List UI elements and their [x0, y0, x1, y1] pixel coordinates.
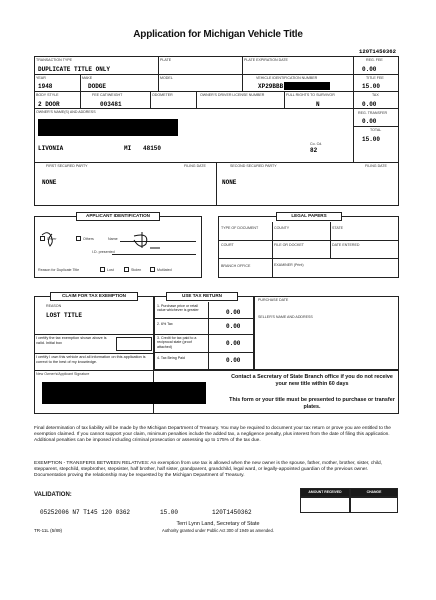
exemption-reason-value: LOST TITLE [46, 312, 83, 319]
total-value: 15.00 [362, 136, 381, 143]
initial-box[interactable] [116, 337, 152, 351]
tax-line4-value: 0.00 [226, 357, 241, 364]
transaction-type-label: TRANSACTION TYPE [36, 58, 73, 62]
tax-line2-value: 0.00 [226, 323, 241, 330]
validation-amount: 15.00 [160, 509, 179, 516]
type-document-label: TYPE OF DOCUMENT [221, 226, 259, 230]
tax-line4-label: 4. Tax Being Paid [157, 356, 185, 360]
seller-label: SELLER'S NAME AND ADDRESS [258, 315, 313, 319]
first-secured-label: FIRST SECURED PARTY [46, 164, 88, 168]
second-filing-label: FILING DATE [365, 164, 387, 168]
total-label: TOTAL [370, 128, 382, 132]
fee-cat-value: 003481 [100, 101, 122, 108]
owner-city: LIVONIA [38, 145, 64, 152]
reason-duplicate-label: Reason for Duplicate Title [38, 268, 80, 272]
use-tax-title: USE TAX RETURN [182, 293, 222, 298]
owner-label: OWNER'S NAME(S) AND ADDRESS [36, 110, 96, 114]
tax-line2-label: 2. 6% Tax [157, 322, 173, 326]
form-title: Application for Michigan Vehicle Title [133, 29, 303, 40]
reg-transfer-label: REG. TRANSFER [358, 111, 388, 115]
body-style-label: BODY STYLE [36, 93, 59, 97]
title-fee-value: 15.00 [362, 83, 381, 90]
stolen-checkbox[interactable] [124, 267, 129, 272]
change-field[interactable] [350, 497, 398, 513]
id-presented-label: I.D. presented [92, 250, 115, 254]
vin-label: VEHICLE IDENTIFICATION NUMBER [256, 76, 318, 80]
amount-received-label: AMOUNT RECEIVED [308, 490, 342, 494]
owner-zip: 48150 [143, 145, 162, 152]
fee-cat-label: FEE CAT/WEIGHT [92, 93, 123, 97]
tax-value: 0.00 [362, 101, 377, 108]
license-label: OWNER'S DRIVER LICENSE NUMBER [200, 93, 265, 97]
owner-state: MI [124, 145, 132, 152]
validation-label: VALIDATION: [34, 492, 72, 498]
plate-label: PLATE [160, 58, 172, 62]
make-label: MAKE [82, 76, 93, 80]
applicant-id-title: APPLICANT IDENTIFICATION [86, 213, 150, 218]
mutilated-checkbox[interactable] [150, 267, 155, 272]
first-secured-value: NONE [42, 179, 57, 186]
tax-exemption-title: CLAIM FOR TAX EXEMPTION [62, 293, 126, 298]
exemption-reason-label: REASON [46, 304, 62, 308]
reg-fee-value: 0.00 [362, 66, 377, 73]
purchase-box [254, 296, 399, 370]
court-label: COURT [221, 243, 234, 247]
examiner-label: EXAMINER (Print) [274, 263, 304, 267]
determination-text: Final determination of tax liability will be made by the Michigan Department of Treasury. You may be required to document your tax return or prove you are entitled to the exemption claimed. If you cannot support your claim, minimum penalties include the added tax, a negligence penalty, plus interest from the date of filing this application. Additional penalties can be imposed including criminal prosecution or assessing up to 175% of the tax due. [34, 426, 391, 443]
purchase-date-label: PURCHASE DATE [258, 298, 289, 302]
vin-value: XP29BBB [258, 83, 284, 90]
form-id: TR-11L (5/89) [34, 528, 63, 533]
validation-line: 05252006 N7 T145 120 0362 [40, 509, 131, 516]
county-code-label: Co. Cd. [310, 142, 323, 146]
owner-name-redaction [38, 119, 178, 136]
name-label: Name [108, 237, 118, 241]
present-notice: This form or your title must be presented to purchase or transfer plates. [229, 397, 395, 410]
survivor-value: N [316, 101, 320, 108]
others-label: Others [83, 237, 94, 241]
driver-label: Driver [47, 237, 57, 241]
signature-label: New Owner's/Applicant Signature [36, 372, 90, 376]
reg-fee-label: REG. FEE [366, 58, 383, 62]
branch-office-label: BRANCH OFFICE [221, 264, 251, 268]
county-code-value: 82 [310, 147, 318, 154]
vin-redaction [284, 82, 330, 90]
validation-control: 120T1450362 [212, 509, 252, 516]
secretary-name: Terri Lynn Land, Secretary of State [176, 521, 260, 527]
body-style-value: 2 DOOR [38, 101, 60, 108]
transaction-type-value: DUPLICATE TITLE ONLY [38, 66, 111, 73]
tax-line1-value: 0.00 [226, 309, 241, 316]
certify-ownership-text: I certify I own this vehicle and all information on this application is correct to the best of my knowledge. [36, 355, 146, 364]
control-number-top: 120T1450362 [359, 48, 396, 55]
authority-note: Authority granted under Public Act 300 of 1949 as amended. [162, 528, 274, 533]
reg-transfer-value: 0.00 [362, 118, 377, 125]
contact-notice: Contact a Secretary of State Branch office if you do not receive your new title within 60 days [231, 374, 393, 387]
second-secured-label: SECOND SECURED PARTY [230, 164, 277, 168]
year-value: 1948 [38, 83, 53, 90]
county-label: COUNTY [274, 226, 290, 230]
model-label: MODEL [160, 76, 173, 80]
tax-line3-value: 0.00 [226, 340, 241, 347]
odometer-label: ODOMETER [152, 93, 173, 97]
amount-received-field[interactable] [300, 497, 350, 513]
plate-exp-label: PLATE EXPIRATION DATE [244, 58, 288, 62]
date-entered-label: DATE ENTERED [332, 243, 360, 247]
first-filing-label: FILING DATE [184, 164, 206, 168]
legal-papers-title: LEGAL PAPERS [291, 213, 327, 218]
tax-line1-label: 1. Purchase price or retail value whichever is greater [157, 304, 199, 313]
exemption-text: EXEMPTION - TRANSFERS BETWEEN RELATIVES: An exemption from use tax is allowed when the new owner is the spouse, father, mother, brother, sister, child, stepparent, stepchild, stepbrother, stepsister, half brother, half sister, grandparent, grandchild, legal ward, or legally-appointed guardian of the previous owner. Documentation proving the relationship may be requested by the Michigan Department of Treasury. [34, 461, 383, 478]
tax-line3-label: 3. Credit for tax paid to a reciprocal state (proof attached) [157, 336, 197, 349]
make-value: DODGE [88, 83, 107, 90]
stolen-label: Stolen [131, 268, 142, 272]
mutilated-label: Mutilated [157, 268, 172, 272]
year-label: YEAR [36, 76, 46, 80]
title-fee-label: TITLE FEE [366, 76, 384, 80]
lost-label: Lost [107, 268, 114, 272]
state-label: STATE [332, 226, 344, 230]
lost-checkbox[interactable] [100, 267, 105, 272]
certify-exemption-text: I certify the tax exemption shown above is valid. Initial box [36, 336, 107, 345]
file-docket-label: FILE OR DOCKET [274, 243, 304, 247]
second-secured-value: NONE [222, 179, 237, 186]
survivor-label: FULL RIGHTS TO SURVIVOR [286, 93, 335, 97]
tax-label: TAX [372, 93, 379, 97]
change-label: CHANGE [366, 490, 382, 494]
